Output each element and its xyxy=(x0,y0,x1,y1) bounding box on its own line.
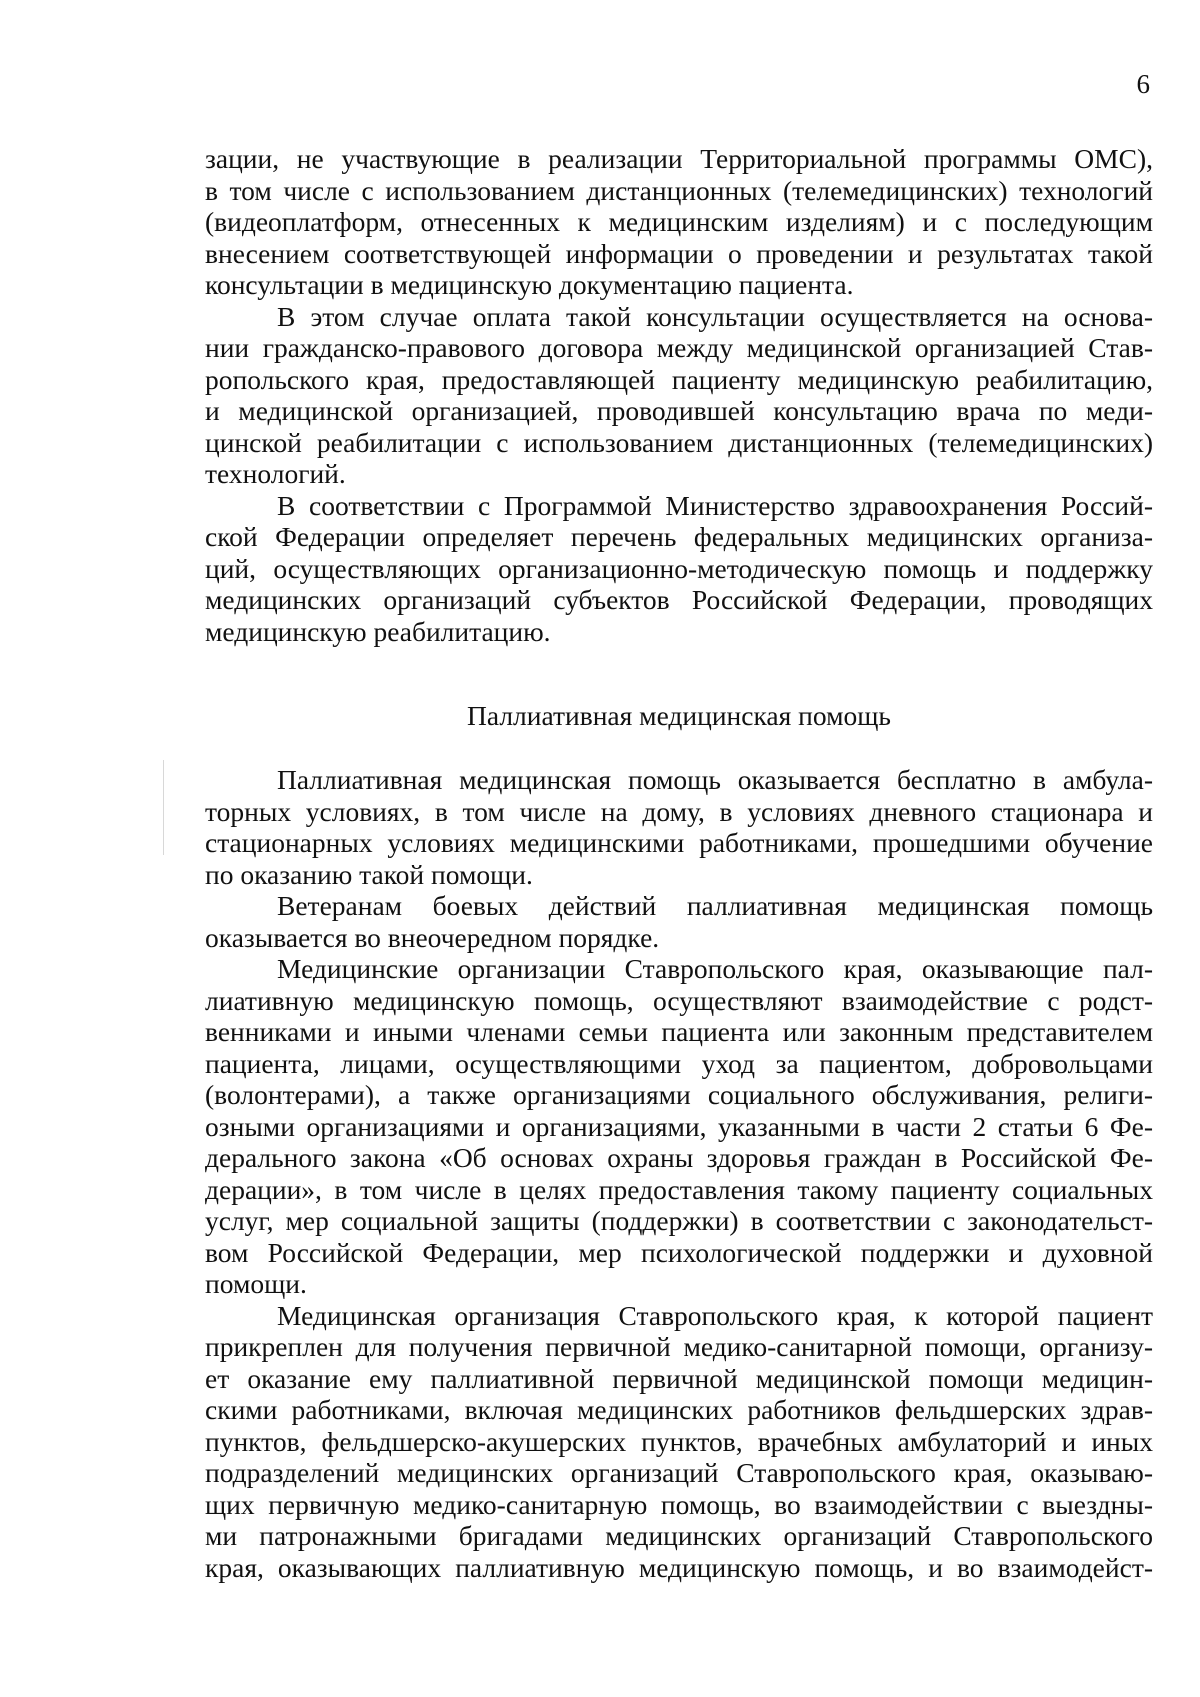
text-line: зации, не участвующие в реализации Территориальной программы ОМС), xyxy=(205,143,1153,174)
scan-artifact-line xyxy=(163,760,164,855)
text-line: Медицинская организация Ставропольского края, к которой пациент xyxy=(277,1299,1153,1331)
text-line: нии гражданско-правового договора между медицинской организацией Став- xyxy=(205,332,1153,363)
text-line: стационарных условиях медицинскими работниками, прошедшими обучение xyxy=(205,827,1153,858)
text-line: консультации в медицинскую документацию пациента. xyxy=(205,269,854,300)
text-line: цинской реабилитации с использованием дистанционных (телемедицинских) xyxy=(205,426,1153,458)
text-line: оказывается во внеочередном порядке. xyxy=(205,921,660,953)
text-line: торных условиях, в том числе на дому, в условиях дневного стационара и xyxy=(205,795,1153,827)
text-line: прикреплен для получения первичной медико-санитарной помощи, организу- xyxy=(205,1331,1153,1362)
text-line: медицинскую реабилитацию. xyxy=(205,615,551,647)
text-line: ций, осуществляющих организационно-методическую помощь и поддержку xyxy=(205,552,1153,584)
text-line: скими работниками, включая медицинских работников фельдшерских здрав- xyxy=(205,1394,1153,1425)
text-block-palliative xyxy=(205,764,1153,1583)
text-line: услуг, мер социальной защиты (поддержки) в соответствии с законодательст- xyxy=(205,1205,1153,1236)
text-block-rehabilitation xyxy=(205,143,1153,647)
text-line: озными организациями и организациями, указанными в части 2 статьи 6 Фе- xyxy=(205,1110,1153,1142)
text-line: Ветеранам боевых действий паллиативная медицинская помощь xyxy=(277,890,1153,921)
text-line: подразделений медицинских организаций Ставропольского края, оказываю- xyxy=(205,1457,1153,1488)
text-line: Паллиативная медицинская помощь оказывается бесплатно в амбула- xyxy=(277,764,1153,795)
text-line: и медицинской организацией, проводившей консультацию врача по меди- xyxy=(205,395,1153,426)
text-line: помощи. xyxy=(205,1268,307,1299)
text-line: вом Российской Федерации, мер психологической поддержки и духовной xyxy=(205,1236,1153,1268)
text-line: ет оказание ему паллиативной первичной медицинской помощи медицин- xyxy=(205,1362,1153,1394)
text-line: медицинских организаций субъектов Российской Федерации, проводящих xyxy=(205,584,1153,615)
text-line: в том числе с использованием дистанционных (телемедицинских) технологий xyxy=(205,174,1153,206)
text-line: края, оказывающих паллиативную медицинскую помощь, и во взаимодейст- xyxy=(205,1551,1153,1583)
section-heading: Паллиативная медицинская помощь xyxy=(467,700,891,731)
page-number: 6 xyxy=(1136,69,1150,99)
text-line: внесением соответствующей информации о проведении и результатах такой xyxy=(205,237,1153,269)
text-line: ропольского края, предоставляющей пациенту медицинскую реабилитацию, xyxy=(205,363,1153,395)
text-line: дерации», в том числе в целях предоставления такому пациенту социальных xyxy=(205,1173,1153,1205)
text-line: ской Федерации определяет перечень федеральных медицинских организа- xyxy=(205,521,1153,552)
text-line: (волонтерами), а также организациями социального обслуживания, религи- xyxy=(205,1079,1153,1110)
text-line: ми патронажными бригадами медицинских организаций Ставропольского xyxy=(205,1520,1153,1551)
text-line: лиативную медицинскую помощь, осуществляют взаимодействие с родст- xyxy=(205,984,1153,1016)
text-line: (видеоплатформ, отнесенных к медицинским изделиям) и с последующим xyxy=(205,206,1153,237)
text-line: по оказанию такой помощи. xyxy=(205,858,533,890)
text-line: пациента, лицами, осуществляющими уход за пациентом, добровольцами xyxy=(205,1047,1153,1079)
text-line: щих первичную медико-санитарную помощь, во взаимодействии с выездны- xyxy=(205,1488,1153,1520)
text-line: дерального закона «Об основах охраны здоровья граждан в Российской Фе- xyxy=(205,1142,1153,1173)
text-line: венниками и иными членами семьи пациента или законным представителем xyxy=(205,1016,1153,1047)
text-line: В соответствии с Программой Министерство здравоохранения Россий- xyxy=(277,489,1153,521)
text-line: В этом случае оплата такой консультации осуществляется на основа- xyxy=(277,300,1153,332)
text-line: технологий. xyxy=(205,458,346,489)
text-line: Медицинские организации Ставропольского края, оказывающие пал- xyxy=(277,953,1153,984)
text-line: пунктов, фельдшерско-акушерских пунктов, врачебных амбулаторий и иных xyxy=(205,1425,1153,1457)
